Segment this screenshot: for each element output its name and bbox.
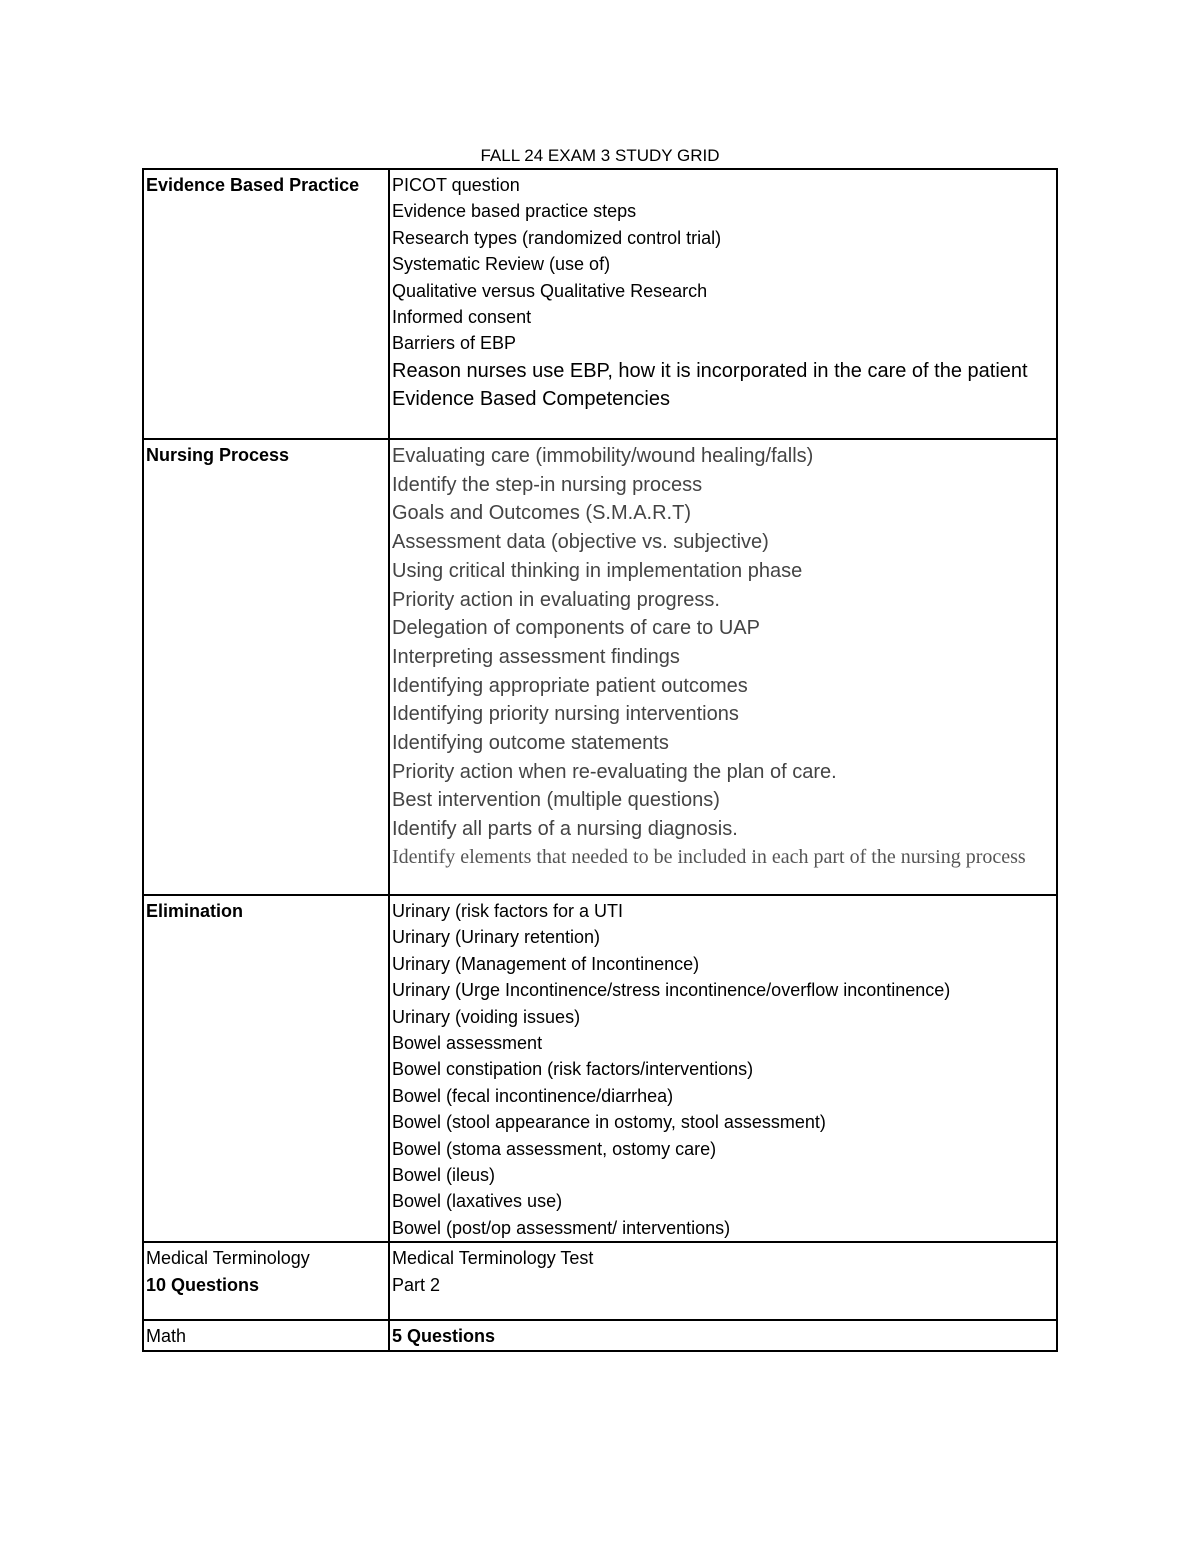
list-item: Part 2 [392,1274,441,1295]
list-item: Identifying outcome statements [392,732,669,755]
question-count: 5 Questions [392,1326,496,1347]
list-item: Urinary (Urge Incontinence/stress incontinence/overflow incontinence) [392,980,951,1001]
nursing-process-item-list [392,442,1054,844]
topic-cell [143,439,389,895]
list-item: Bowel (ileus) [392,1165,496,1186]
list-item: Urinary (voiding issues) [392,1006,581,1027]
list-item: Urinary (Urinary retention) [392,927,601,948]
list-item: Identifying appropriate patient outcomes [392,674,748,697]
list-item: Identify the step-in nursing process [392,473,703,496]
list-item: Bowel (post/op assessment/ interventions) [392,1217,731,1238]
topic-cell [143,169,389,439]
list-item: Bowel (stool appearance in ostomy, stool assessment) [392,1112,826,1133]
list-item: Identify elements that needed to be included in each part of the nursing process [392,845,1026,868]
list-item: Interpreting assessment findings [392,645,680,668]
list-item: Informed consent [392,307,532,328]
elimination-item-list [392,898,1054,1241]
list-item: Best intervention (multiple questions) [392,789,720,812]
medical-terminology-item-list [392,1245,1054,1298]
list-item: Bowel constipation (risk factors/interventions) [392,1059,754,1080]
section-heading-ebp: Evidence Based Practice [146,175,360,195]
list-item: Evaluating care (immobility/wound healing/falls) [392,445,814,467]
list-item: Bowel (laxatives use) [392,1191,563,1212]
list-item: PICOT question [392,175,520,195]
details-cell [389,895,1057,1242]
ebp-item-list [392,172,1054,357]
details-cell [389,439,1057,895]
section-heading-elimination: Elimination [146,901,244,921]
row-medical-terminology [143,1242,1057,1320]
row-nursing-process [143,439,1057,895]
topic-cell [143,1242,389,1320]
list-item: Reason nurses use EBP, how it is incorporated in the care of the patient [392,359,1028,382]
list-item: Priority action when re-evaluating the plan of care. [392,760,837,783]
question-count: 10 Questions [146,1274,260,1295]
list-item: Bowel assessment [392,1033,543,1054]
list-item: Bowel (stoma assessment, ostomy care) [392,1138,717,1159]
list-item: Identifying priority nursing interventions [392,703,739,726]
list-item: Evidence Based Competencies [392,387,670,410]
study-grid-table [142,168,1058,1352]
details-cell [389,169,1057,439]
list-item: Using critical thinking in implementation phase [392,559,803,582]
list-item: Systematic Review (use of) [392,254,611,275]
page-title: FALL 24 EXAM 3 STUDY GRID [480,146,720,165]
list-item: Goals and Outcomes (S.M.A.R.T) [392,502,691,525]
list-item: Research types (randomized control trial) [392,227,722,248]
row-elimination [143,895,1057,1242]
list-item: Qualitative versus Qualitative Research [392,280,708,301]
list-item: Barriers of EBP [392,333,517,354]
list-item: Delegation of components of care to UAP [392,617,760,640]
list-item: Priority action in evaluating progress. [392,588,720,611]
list-item: Urinary (Management of Incontinence) [392,953,700,974]
section-heading-nursing-process: Nursing Process [146,445,290,465]
row-evidence-based-practice [143,169,1057,439]
list-item: Medical Terminology Test [392,1248,594,1269]
list-item: Evidence based practice steps [392,201,637,222]
topic-cell [143,895,389,1242]
details-cell [389,1242,1057,1320]
details-cell [389,1320,1057,1351]
row-math [143,1320,1057,1351]
list-item: Assessment data (objective vs. subjective) [392,531,769,554]
list-item: Identify all parts of a nursing diagnosis. [392,818,738,841]
topic-cell [143,1320,389,1351]
list-item: Bowel (fecal incontinence/diarrhea) [392,1085,674,1106]
ebp-large-item-list [392,357,1054,413]
section-heading-medical-terminology: Medical Terminology [146,1248,310,1269]
list-item: Urinary (risk factors for a UTI [392,901,624,921]
section-heading-math: Math [146,1326,187,1347]
